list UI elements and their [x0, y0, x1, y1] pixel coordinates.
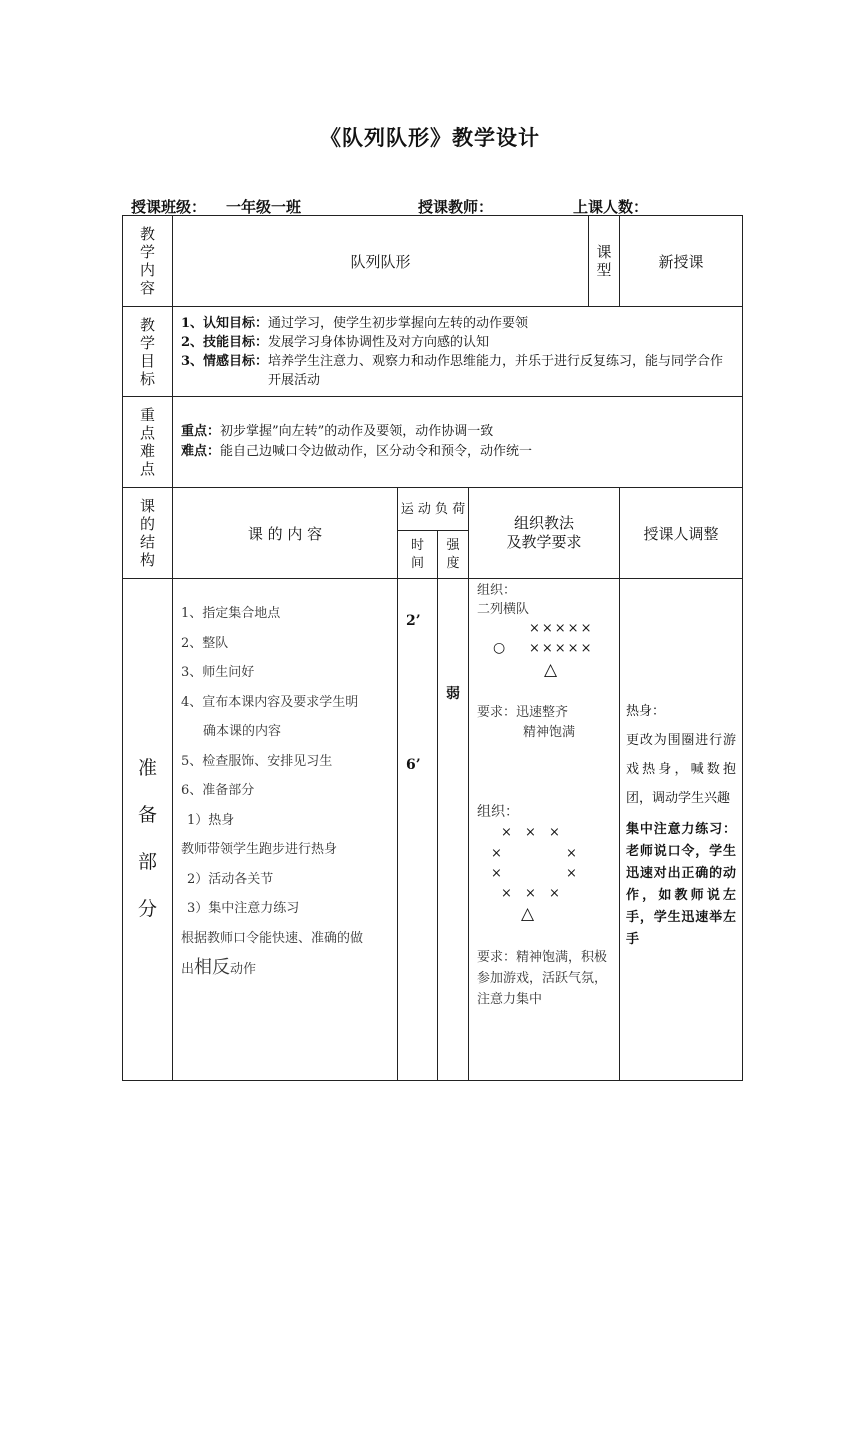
prep-organization: [469, 579, 620, 1081]
list-item: 出相反动作: [181, 957, 257, 978]
list-item: 根据教师口令能快速、准确的做: [181, 930, 364, 946]
cross-mark: ×: [525, 886, 536, 901]
org1-form: 二列横队: [477, 602, 530, 617]
cross-mark: ×: [501, 886, 512, 901]
list-item: 4、宣布本课内容及要求学生明: [181, 694, 359, 710]
intensity-header: 强度: [438, 531, 469, 579]
content-header: 教学内容: [123, 216, 173, 307]
cross-mark: ×: [501, 825, 512, 840]
prep-intensity: [438, 579, 469, 1081]
list-item: 1）热身: [187, 812, 235, 828]
time-value: 6’: [406, 757, 421, 773]
document-title: 《队列队形》教学设计: [320, 125, 540, 150]
prep-content: [173, 579, 398, 1081]
prep-section-label: 准备部分: [123, 579, 173, 1081]
load-header: 运 动 负 荷: [398, 488, 469, 531]
time-value: 2’: [406, 613, 421, 629]
content-value: 队列队形: [173, 216, 589, 307]
adjust-warm-label: 热身：: [626, 704, 666, 719]
adjust-warm-text: 更改为围圈进行游戏热身，喊数抱团，调动学生兴趣: [626, 733, 736, 806]
structure-header: 课的结构: [123, 488, 173, 579]
student-count-label: 上课人数：: [573, 198, 649, 216]
focus-line: 重点：初步掌握”向左转”的动作及要领，动作协调一致: [181, 424, 494, 439]
org1-row1: ×××××: [529, 621, 594, 636]
adjust-focus-text: 集中注意力练习：老师说口令，学生迅速对出正确的动作，如教师说左手，学生迅速举左手: [626, 822, 736, 947]
intensity-value: 弱: [446, 686, 460, 702]
goal-item: 2、技能目标： 发展学习身体协调性及对方向感的认知: [181, 334, 490, 350]
prep-time: [398, 579, 438, 1081]
list-item: 2）活动各关节: [187, 871, 274, 887]
goal-item: 1、认知目标： 通过学习，使学生初步掌握向左转的动作要领: [181, 315, 529, 331]
list-item: 2、整队: [181, 635, 229, 651]
time-header: 时间: [398, 531, 438, 579]
req1-label: 要求：迅速整齐: [477, 705, 569, 720]
cross-mark: ×: [549, 825, 560, 840]
cross-mark: ×: [566, 866, 577, 881]
cross-mark: ×: [549, 886, 560, 901]
prep-adjust: [620, 579, 743, 1081]
class-label: 授课班级：: [131, 198, 207, 216]
org1-row2: ×××××: [529, 641, 594, 656]
class-value: 一年级一班: [226, 198, 302, 216]
cross-mark: ×: [491, 846, 502, 861]
list-item: 3）集中注意力练习: [187, 901, 300, 916]
org1-label: 组织：: [477, 583, 517, 598]
cross-mark: ×: [566, 846, 577, 861]
triangle-icon: △: [521, 904, 535, 924]
req2-text: 要求：精神饱满，积极参加游戏，活跃气氛，注意力集中: [477, 950, 608, 1007]
keypoints-body: [173, 397, 743, 488]
method-header: 组织教法 及教学要求: [469, 488, 620, 579]
cross-mark: ×: [491, 866, 502, 881]
goal-item: 3、情感目标： 培养学生注意力、观察力和动作思维能力，并乐于进行反复练习，能与同学合作开展活动: [181, 353, 724, 388]
list-item: 教师带领学生跑步进行热身: [181, 842, 338, 857]
list-item: 6、准备部分: [181, 783, 255, 798]
req1-line2: 精神饱满: [523, 725, 576, 740]
lesson-type-label: 课型: [589, 216, 620, 307]
list-item: 1、指定集合地点: [181, 606, 281, 621]
cross-mark: ×: [525, 825, 536, 840]
triangle-icon: △: [544, 660, 558, 680]
goals-header: 教学目标: [123, 307, 173, 397]
content-col-header: 课 的 内 容: [173, 488, 398, 579]
list-item: 5、检查服饰、安排见习生: [181, 753, 333, 769]
list-item: 确本课的内容: [203, 724, 282, 739]
teacher-circle-icon: ○: [493, 640, 506, 656]
difficulty-line: 难点：能自己边喊口令边做动作，区分动令和预令，动作统一: [181, 444, 533, 459]
lesson-plan-table: [122, 215, 743, 1081]
adjust-header: 授课人调整: [620, 488, 743, 579]
goals-list: [173, 307, 743, 397]
keypoints-header: 重点难点: [123, 397, 173, 488]
list-item: 3、师生问好: [181, 665, 255, 680]
teacher-label: 授课教师：: [418, 198, 494, 216]
org2-label: 组织：: [477, 804, 519, 820]
lesson-type-value: 新授课: [620, 216, 743, 307]
